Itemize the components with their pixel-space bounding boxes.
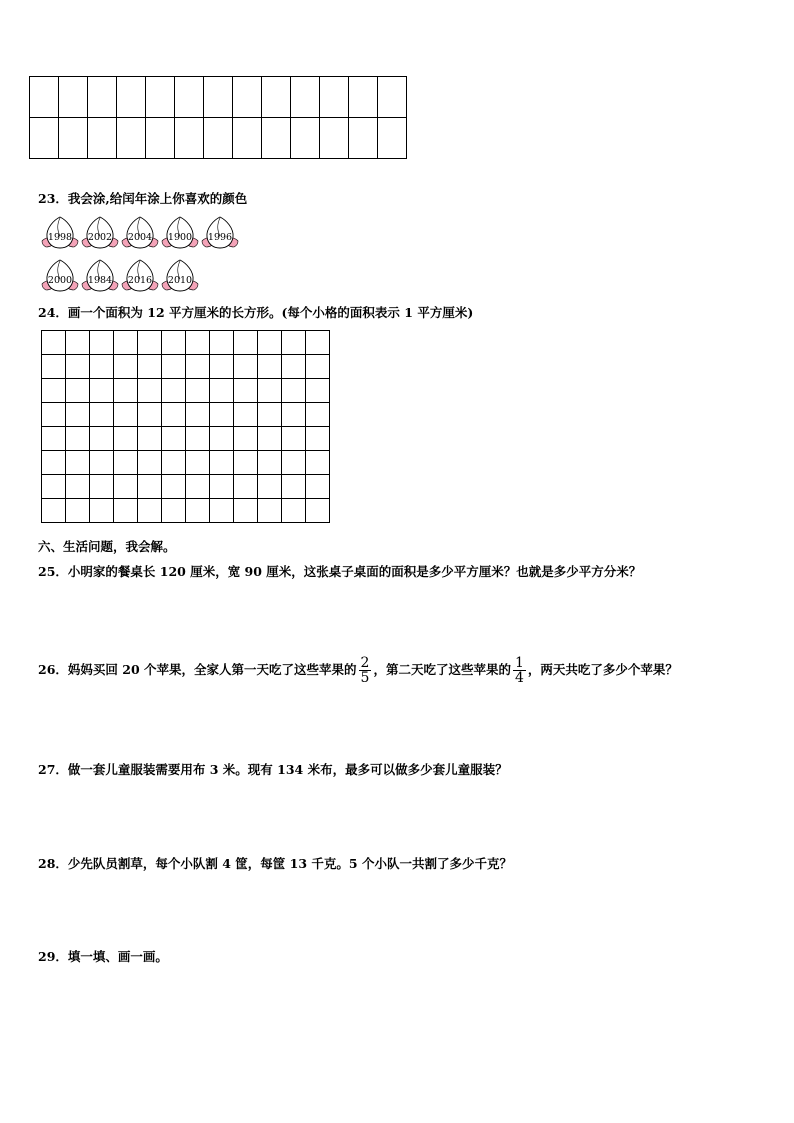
grid-cell[interactable]: [138, 379, 162, 403]
grid-cell[interactable]: [66, 355, 90, 379]
grid-cell[interactable]: [66, 331, 90, 355]
grid-cell[interactable]: [258, 355, 282, 379]
grid-cell[interactable]: [42, 499, 66, 523]
grid-cell[interactable]: [210, 499, 234, 523]
q24-grid-row: [42, 331, 330, 355]
peach-year-2004[interactable]: [120, 214, 160, 256]
grid-cell[interactable]: [66, 451, 90, 475]
q26-part3: ，两天共吃了多少个苹果？: [527, 662, 678, 677]
q29-text: 填一填、画一画。: [67, 949, 168, 964]
peach-year-1900[interactable]: [160, 214, 200, 256]
grid-cell[interactable]: [59, 118, 88, 159]
peach-year-label: 1998: [47, 232, 73, 243]
q25-number: 25．: [38, 564, 68, 579]
peach-year-label: 2000: [47, 275, 73, 286]
grid-cell[interactable]: [306, 451, 330, 475]
grid-cell[interactable]: [114, 451, 138, 475]
peach-year-label: 2010: [167, 275, 193, 286]
grid-cell[interactable]: [378, 77, 407, 118]
grid-cell[interactable]: [114, 355, 138, 379]
grid-cell[interactable]: [349, 118, 378, 159]
grid-cell[interactable]: [162, 499, 186, 523]
grid-cell[interactable]: [262, 77, 291, 118]
grid-cell[interactable]: [234, 355, 258, 379]
grid-cell[interactable]: [258, 427, 282, 451]
grid-cell[interactable]: [162, 427, 186, 451]
grid-cell[interactable]: [186, 427, 210, 451]
grid-cell[interactable]: [234, 379, 258, 403]
grid-cell[interactable]: [306, 499, 330, 523]
grid-cell[interactable]: [258, 331, 282, 355]
grid-cell[interactable]: [42, 451, 66, 475]
peach-year-2016[interactable]: [120, 257, 160, 299]
grid-cell[interactable]: [204, 77, 233, 118]
grid-cell[interactable]: [30, 118, 59, 159]
grid-cell[interactable]: [378, 118, 407, 159]
grid-cell[interactable]: [66, 403, 90, 427]
q26-part2: ，第二天吃了这些苹果的: [373, 662, 511, 677]
grid-cell[interactable]: [90, 451, 114, 475]
grid-cell[interactable]: [138, 331, 162, 355]
grid-cell[interactable]: [282, 475, 306, 499]
grid-cell[interactable]: [114, 331, 138, 355]
grid-cell[interactable]: [233, 77, 262, 118]
grid-cell[interactable]: [306, 331, 330, 355]
grid-cell[interactable]: [320, 77, 349, 118]
grid-cell[interactable]: [175, 118, 204, 159]
grid-cell[interactable]: [291, 118, 320, 159]
q27-text: 做一套儿童服装需要用布 3 米。现有 134 米布，最多可以做多少套儿童服装？: [67, 762, 508, 777]
q24-grid-row: [42, 475, 330, 499]
grid-cell[interactable]: [114, 475, 138, 499]
grid-cell[interactable]: [186, 475, 210, 499]
q24-text: 画一个面积为 12 平方厘米的长方形。(每个小格的面积表示 1 平方厘米): [67, 305, 474, 320]
grid-cell[interactable]: [306, 355, 330, 379]
peach-year-1998[interactable]: [40, 214, 80, 256]
peach-year-1984[interactable]: [80, 257, 120, 299]
q26-part1: 妈妈买回 20 个苹果，全家人第一天吃了这些苹果的: [67, 662, 357, 677]
grid-cell[interactable]: [42, 427, 66, 451]
grid-cell[interactable]: [42, 379, 66, 403]
grid-cell[interactable]: [162, 451, 186, 475]
section-6-heading: [38, 539, 176, 555]
q23: [38, 191, 247, 207]
q24-grid-row: [42, 451, 330, 475]
grid-cell[interactable]: [210, 451, 234, 475]
grid-cell[interactable]: [117, 118, 146, 159]
q22-grid-row: [30, 118, 407, 159]
grid-cell[interactable]: [282, 355, 306, 379]
grid-cell[interactable]: [162, 403, 186, 427]
grid-cell[interactable]: [88, 77, 117, 118]
peach-year-label: 1984: [87, 275, 113, 286]
grid-cell[interactable]: [210, 403, 234, 427]
grid-cell[interactable]: [262, 118, 291, 159]
q25: [38, 564, 641, 580]
grid-cell[interactable]: [186, 499, 210, 523]
grid-cell[interactable]: [186, 331, 210, 355]
grid-cell[interactable]: [114, 499, 138, 523]
grid-cell[interactable]: [162, 475, 186, 499]
grid-cell[interactable]: [210, 379, 234, 403]
grid-cell[interactable]: [138, 451, 162, 475]
q25-text: 小明家的餐桌长 120 厘米，宽 90 厘米，这张桌子桌面的面积是多少平方厘米？也就是多少平方分米？: [67, 564, 642, 579]
grid-cell[interactable]: [282, 451, 306, 475]
grid-cell[interactable]: [210, 427, 234, 451]
peach-year-label: 1996: [207, 232, 233, 243]
q24-number: 24．: [38, 305, 68, 320]
grid-cell[interactable]: [234, 475, 258, 499]
peach-year-1996[interactable]: [200, 214, 240, 256]
q26-fraction-1: [359, 656, 372, 685]
grid-cell[interactable]: [162, 331, 186, 355]
q24-grid-row: [42, 355, 330, 379]
grid-cell[interactable]: [114, 403, 138, 427]
grid-cell[interactable]: [234, 499, 258, 523]
grid-cell[interactable]: [138, 403, 162, 427]
grid-cell[interactable]: [138, 499, 162, 523]
q22-answer-grid: [29, 76, 407, 159]
grid-cell[interactable]: [146, 77, 175, 118]
grid-cell[interactable]: [282, 499, 306, 523]
q27: [38, 762, 508, 778]
grid-cell[interactable]: [90, 499, 114, 523]
grid-cell[interactable]: [146, 118, 175, 159]
grid-cell[interactable]: [234, 451, 258, 475]
grid-cell[interactable]: [234, 403, 258, 427]
grid-cell[interactable]: [233, 118, 262, 159]
grid-cell[interactable]: [162, 379, 186, 403]
grid-cell[interactable]: [258, 379, 282, 403]
grid-cell[interactable]: [306, 427, 330, 451]
grid-cell[interactable]: [234, 427, 258, 451]
peach-year-label: 2002: [87, 232, 113, 243]
grid-cell[interactable]: [30, 77, 59, 118]
q26-fraction-1-denominator: 5: [360, 670, 370, 686]
grid-cell[interactable]: [117, 77, 146, 118]
grid-cell[interactable]: [138, 475, 162, 499]
grid-cell[interactable]: [306, 475, 330, 499]
grid-cell[interactable]: [90, 355, 114, 379]
peach-year-label: 1900: [167, 232, 193, 243]
grid-cell[interactable]: [162, 355, 186, 379]
grid-cell[interactable]: [282, 427, 306, 451]
q29: [38, 949, 168, 965]
q22-grid-row: [30, 77, 407, 118]
grid-cell[interactable]: [42, 355, 66, 379]
peach-year-2010[interactable]: [160, 257, 200, 299]
grid-cell[interactable]: [114, 379, 138, 403]
grid-cell[interactable]: [258, 475, 282, 499]
grid-cell[interactable]: [210, 331, 234, 355]
grid-cell[interactable]: [306, 403, 330, 427]
grid-cell[interactable]: [90, 403, 114, 427]
grid-cell[interactable]: [186, 355, 210, 379]
peach-year-2000[interactable]: [40, 257, 80, 299]
peach-year-2002[interactable]: [80, 214, 120, 256]
grid-cell[interactable]: [186, 403, 210, 427]
q24-grid-row: [42, 379, 330, 403]
grid-cell[interactable]: [138, 355, 162, 379]
q23-number: 23．: [38, 191, 68, 206]
q28-number: 28．: [38, 856, 68, 871]
q26-fraction-1-numerator: 2: [360, 655, 370, 671]
grid-cell[interactable]: [258, 403, 282, 427]
q24-grid-row: [42, 403, 330, 427]
q26: [38, 654, 678, 686]
q28: [38, 856, 512, 872]
q24-grid-row: [42, 499, 330, 523]
grid-cell[interactable]: [138, 427, 162, 451]
q27-number: 27．: [38, 762, 68, 777]
grid-cell[interactable]: [42, 331, 66, 355]
grid-cell[interactable]: [66, 475, 90, 499]
peach-year-label: 2004: [127, 232, 153, 243]
grid-cell[interactable]: [186, 451, 210, 475]
grid-cell[interactable]: [349, 77, 378, 118]
q26-fraction-2: [513, 656, 526, 685]
q24-grid-row: [42, 427, 330, 451]
grid-cell[interactable]: [320, 118, 349, 159]
q24: [38, 305, 473, 321]
grid-cell[interactable]: [258, 451, 282, 475]
grid-cell[interactable]: [42, 475, 66, 499]
grid-cell[interactable]: [210, 355, 234, 379]
q24-drawing-grid[interactable]: [41, 330, 330, 523]
peach-year-label: 2016: [127, 275, 153, 286]
grid-cell[interactable]: [282, 331, 306, 355]
grid-cell[interactable]: [114, 427, 138, 451]
grid-cell[interactable]: [234, 331, 258, 355]
q26-fraction-2-numerator: 1: [514, 655, 524, 671]
grid-cell[interactable]: [90, 475, 114, 499]
grid-cell[interactable]: [186, 379, 210, 403]
grid-cell[interactable]: [258, 499, 282, 523]
grid-cell[interactable]: [90, 331, 114, 355]
grid-cell[interactable]: [90, 379, 114, 403]
q28-text: 少先队员割草，每个小队割 4 筐，每筐 13 千克。5 个小队一共割了多少千克？: [67, 856, 512, 871]
grid-cell[interactable]: [282, 403, 306, 427]
q26-fraction-2-denominator: 4: [514, 670, 524, 686]
grid-cell[interactable]: [59, 77, 88, 118]
grid-cell[interactable]: [291, 77, 320, 118]
q26-number: 26．: [38, 662, 68, 677]
q23-text: 我会涂,给闰年涂上你喜欢的颜色: [67, 191, 248, 206]
grid-cell[interactable]: [66, 499, 90, 523]
grid-cell[interactable]: [282, 379, 306, 403]
grid-cell[interactable]: [175, 77, 204, 118]
grid-cell[interactable]: [90, 427, 114, 451]
grid-cell[interactable]: [88, 118, 117, 159]
grid-cell[interactable]: [66, 427, 90, 451]
grid-cell[interactable]: [66, 379, 90, 403]
grid-cell[interactable]: [210, 475, 234, 499]
grid-cell[interactable]: [306, 379, 330, 403]
section-6-text: 六、生活问题，我会解。: [38, 539, 176, 554]
q29-number: 29．: [38, 949, 68, 964]
grid-cell[interactable]: [42, 403, 66, 427]
grid-cell[interactable]: [204, 118, 233, 159]
